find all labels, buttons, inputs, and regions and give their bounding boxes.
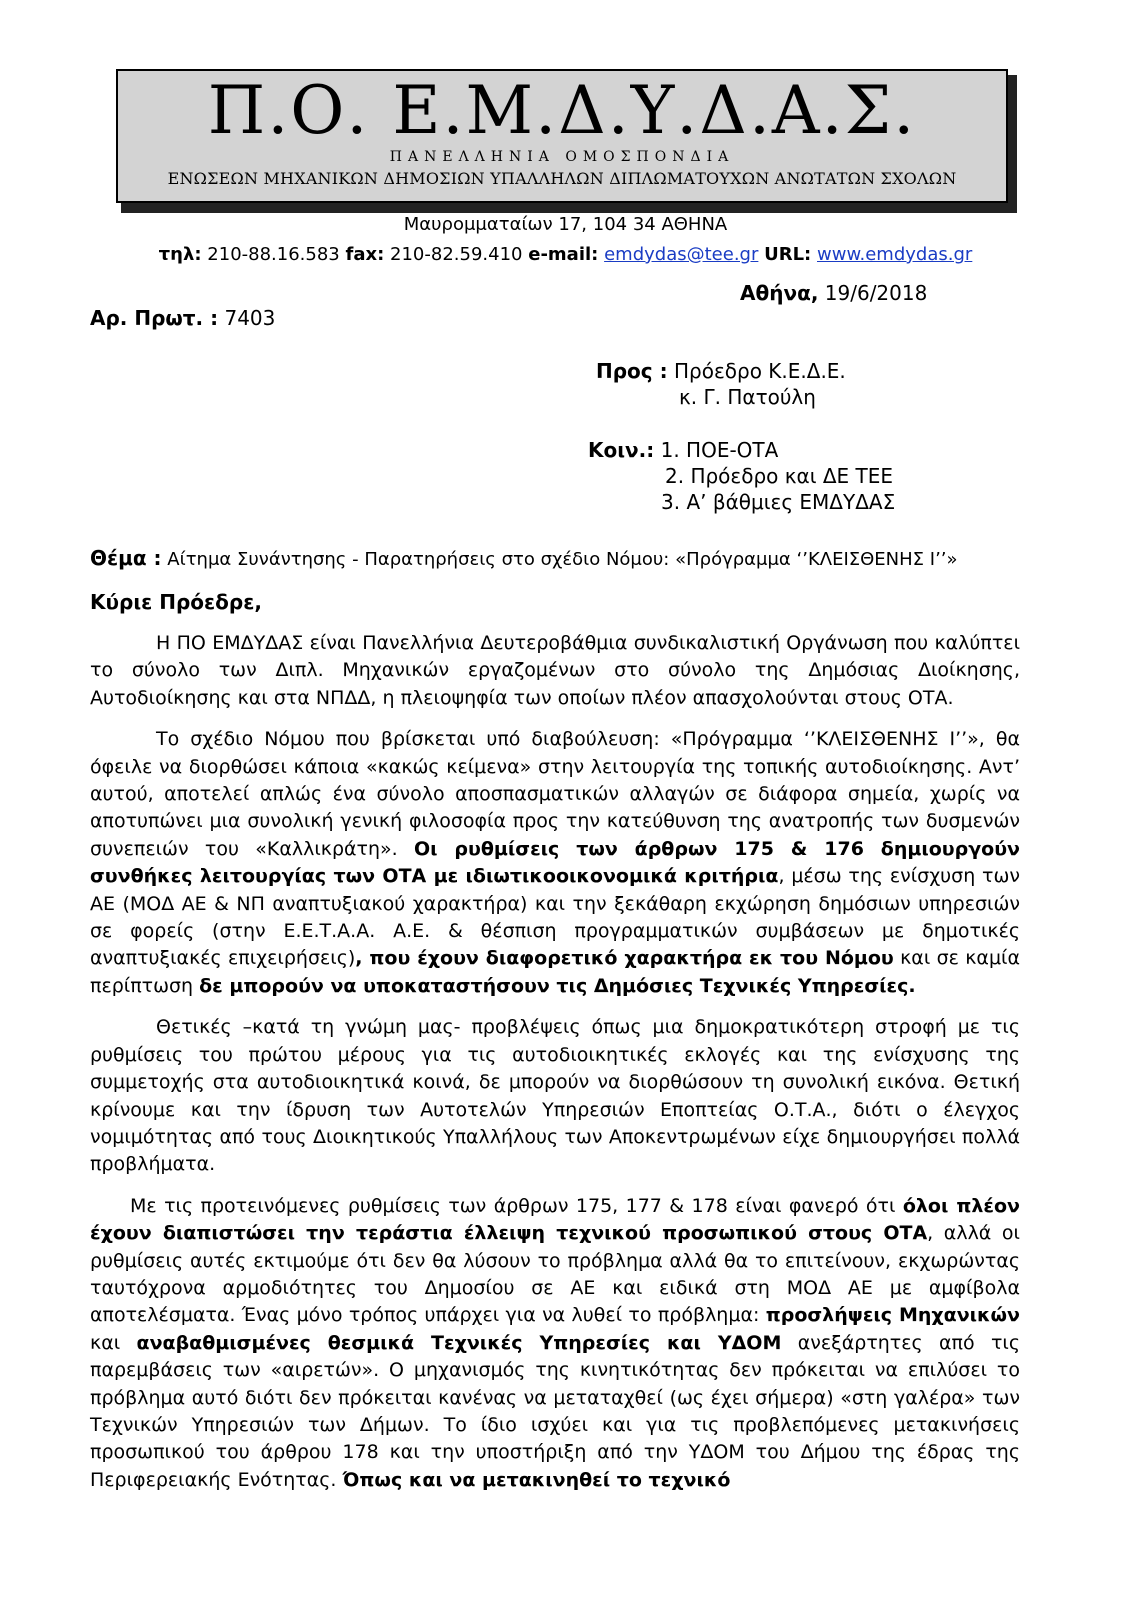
subject-line bbox=[90, 546, 958, 570]
recipient-label: Προς : bbox=[596, 359, 668, 383]
address: Μαυρομματαίων 17, 104 34 ΑΘΗΝΑ bbox=[403, 214, 728, 235]
cc-item: 2. Πρόεδρο και ΔΕ ΤΕΕ bbox=[665, 464, 894, 488]
letterhead-subtitle-full: ΕΝΩΣΕΩΝ ΜΗΧΑΝΙΚΩΝ ΔΗΜΟΣΙΩΝ ΥΠΑΛΛΗΛΩΝ ΔΙΠΛΩΜΑΤΟΥΧΩΝ ΑΝΩΤΑΤΩΝ ΣΧΟΛΩΝ bbox=[167, 169, 957, 188]
tel-value: 210-88.16.583 bbox=[207, 244, 340, 265]
email-label: e-mail: bbox=[528, 244, 599, 265]
bold-run: αναβαθμισμένες θεσμικά Τεχνικές Υπηρεσίες και ΥΔΟΜ bbox=[136, 1331, 782, 1354]
text-run: , αλλά οι ρυθμίσεις αυτές εκτιμούμε ότι δεν θα λύσουν το πρόβλημα αλλά θα το επιτείνουν, εκχωρώντας ταυτόχρονα αρμοδιότητες του Δημοσίου σε ΑΕ και ειδικά στη ΜΟΔ ΑΕ με αμφίβολα αποτελέσματα. Ένας μόνο τρόπος υπάρχει για να λυθεί το πρόβλημα: bbox=[90, 1222, 1020, 1327]
subject-text: Αίτημα Συνάντησης - Παρατηρήσεις στο σχέδιο Νόμου: «Πρόγραμμα ‘’ΚΛΕΙΣΘΕΝΗΣ Ι’’» bbox=[167, 549, 958, 570]
bold-run: δε μπορούν να υποκαταστήσουν τις Δημόσιες Τεχνικές Υπηρεσίες. bbox=[199, 974, 916, 997]
date-label: Αθήνα, bbox=[740, 281, 819, 305]
paragraph: Θετικές –κατά τη γνώμη μας- προβλέψεις όπως μια δημοκρατικότερη στροφή με τις ρυθμίσεις του πρώτου μέρους για τις αυτοδιοικητικές εκλογές και της ενίσχυσης της συμμετοχής στα αυτοδιοικητικά κοινά, δε μπορούν να διορθώσουν τη συνολική εικόνα. Θετική κρίνουμε και την ίδρυση των Αυτοτελών Υπηρεσιών Εποπτείας Ο.Τ.Α., διότι ο έλεγχος νομιμότητας από τους Διοικητικούς Υπαλλήλους των Αποκεντρωμένων είχε δημιουργήσει πολλά προβλήματα. bbox=[90, 1016, 1020, 1176]
paragraph bbox=[90, 1193, 1020, 1494]
recipient-line-1: Πρόεδρο Κ.Ε.Δ.Ε. bbox=[673, 359, 846, 383]
subject-label: Θέμα : bbox=[90, 546, 162, 570]
recipient-line-2: κ. Γ. Πατούλη bbox=[679, 385, 816, 409]
cc-block bbox=[588, 438, 778, 462]
bold-run: Οι ρυθμίσεις των άρθρων 175 & 176 δημιουργούν συνθήκες λειτουργίας των ΟΤΑ με ιδιωτικοοικονομικά κριτήρια bbox=[90, 837, 1020, 888]
date-value: 19/6/2018 bbox=[824, 281, 928, 305]
letterhead-title: Π.Ο. Ε.Μ.Δ.Υ.Δ.Α.Σ. bbox=[207, 72, 917, 149]
fax-value: 210-82.59.410 bbox=[390, 244, 523, 265]
text-run: Με τις προτεινόμενες ρυθμίσεις των άρθρων 175, 177 & 178 είναι φανερό ότι bbox=[130, 1194, 903, 1217]
protocol-number bbox=[90, 306, 275, 330]
text-run: , μέσω της ενίσχυση των ΑΕ (ΜΟΔ ΑΕ & ΝΠ αναπτυξιακού χαρακτήρα) και την ξεκάθαρη εκχώρηση δημόσιων υπηρεσιών σε φορείς (στην Ε.Ε.Τ.Α.Α. Α.Ε. & θέσπιση προγραμματικών συμβάσεων με δημοτικές αναπτυξιακές επιχειρήσεις) bbox=[90, 865, 1020, 970]
cc-label: Κοιν.: bbox=[588, 438, 655, 462]
bold-run: όλοι πλέον έχουν διαπιστώσει την τεράστια έλλειψη τεχνικού προσωπικού στους ΟΤΑ bbox=[90, 1194, 1020, 1245]
recipient-block bbox=[596, 359, 846, 383]
paragraph bbox=[90, 726, 1020, 1000]
salutation: Κύριε Πρόεδρε, bbox=[90, 590, 262, 614]
cc-item: 3. Α’ βάθμιες ΕΜΔΥΔΑΣ bbox=[661, 490, 896, 514]
cc-item: 1. ΠΟΕ-ΟΤΑ bbox=[660, 438, 779, 462]
protocol-label: Αρ. Πρωτ. : bbox=[90, 306, 219, 330]
text-run: και σε καμία περίπτωση bbox=[90, 947, 1020, 997]
fax-label: fax: bbox=[345, 244, 385, 265]
letter-body bbox=[90, 630, 1020, 1508]
date-line bbox=[740, 281, 927, 305]
bold-run: προσλήψεις Μηχανικών bbox=[765, 1304, 1021, 1327]
text-run: ανεξάρτητες από τις παρεμβάσεις των «αιρετών». Ο μηχανισμός της κινητικότητας δεν πρόκειται να επιλύσει το πρόβλημα αυτό διότι δεν πρόκειται κανένας να μεταταχθεί (ως έχει σήμερα) «στη γαλέρα» των Τεχνικών Υπηρεσιών των Δήμων. Το ίδιο ισχύει και για τις προβλεπόμενες μετακινήσεις προσωπικού του άρθρου 178 και την υποστήριξη από την ΥΔΟΜ του Δήμου της έδρας της Περιφερειακής Ενότητας. bbox=[90, 1331, 1020, 1491]
url-label: URL: bbox=[764, 244, 812, 265]
bold-run: , που έχουν διαφορετικό χαρακτήρα εκ του Νόμου bbox=[355, 947, 894, 970]
contact-line bbox=[0, 244, 1131, 265]
text-run: Το σχέδιο Νόμου που βρίσκεται υπό διαβούλευση: «Πρόγραμμα ‘’ΚΛΕΙΣΘΕΝΗΣ Ι’’», θα όφειλε να διορθώσει κάποια «κακώς κείμενα» στην λειτουργία της τοπικής αυτοδιοίκησης. Αντ’ αυτού, αποτελεί απλώς ένα σύνολο αποσπασματικών αλλαγών σε διάφορα σημεία, χωρίς να αποτυπώνει μια συνολική γενική φιλοσοφία προς την κατεύθυνση της ανατροπής των δυσμενών συνεπειών του «Καλλικράτη». bbox=[90, 728, 1020, 860]
url-link[interactable]: www.emdydas.gr bbox=[817, 244, 973, 265]
protocol-value: 7403 bbox=[224, 306, 276, 330]
text-run: και bbox=[90, 1331, 137, 1354]
letterhead bbox=[116, 69, 1008, 203]
paragraph: Η ΠΟ ΕΜΔΥΔΑΣ είναι Πανελλήνια Δευτεροβάθμια συνδικαλιστική Οργάνωση που καλύπτει το σύνολο των Διπλ. Μηχανικών εργαζομένων στο σύνολο της Δημόσιας Διοίκησης, Αυτοδιοίκησης και στα ΝΠΔΔ, η πλειοψηφία των οποίων πλέον απασχολούνται στους ΟΤΑ. bbox=[90, 632, 1020, 709]
tel-label: τηλ: bbox=[158, 244, 202, 265]
email-link[interactable]: emdydas@tee.gr bbox=[604, 244, 759, 265]
letterhead-subtitle: ΠΑΝΕΛΛΗΝΙΑ ΟΜΟΣΠΟΝΔΙΑ bbox=[389, 149, 735, 165]
bold-run: Όπως και να μετακινηθεί το τεχνικό bbox=[342, 1468, 731, 1491]
